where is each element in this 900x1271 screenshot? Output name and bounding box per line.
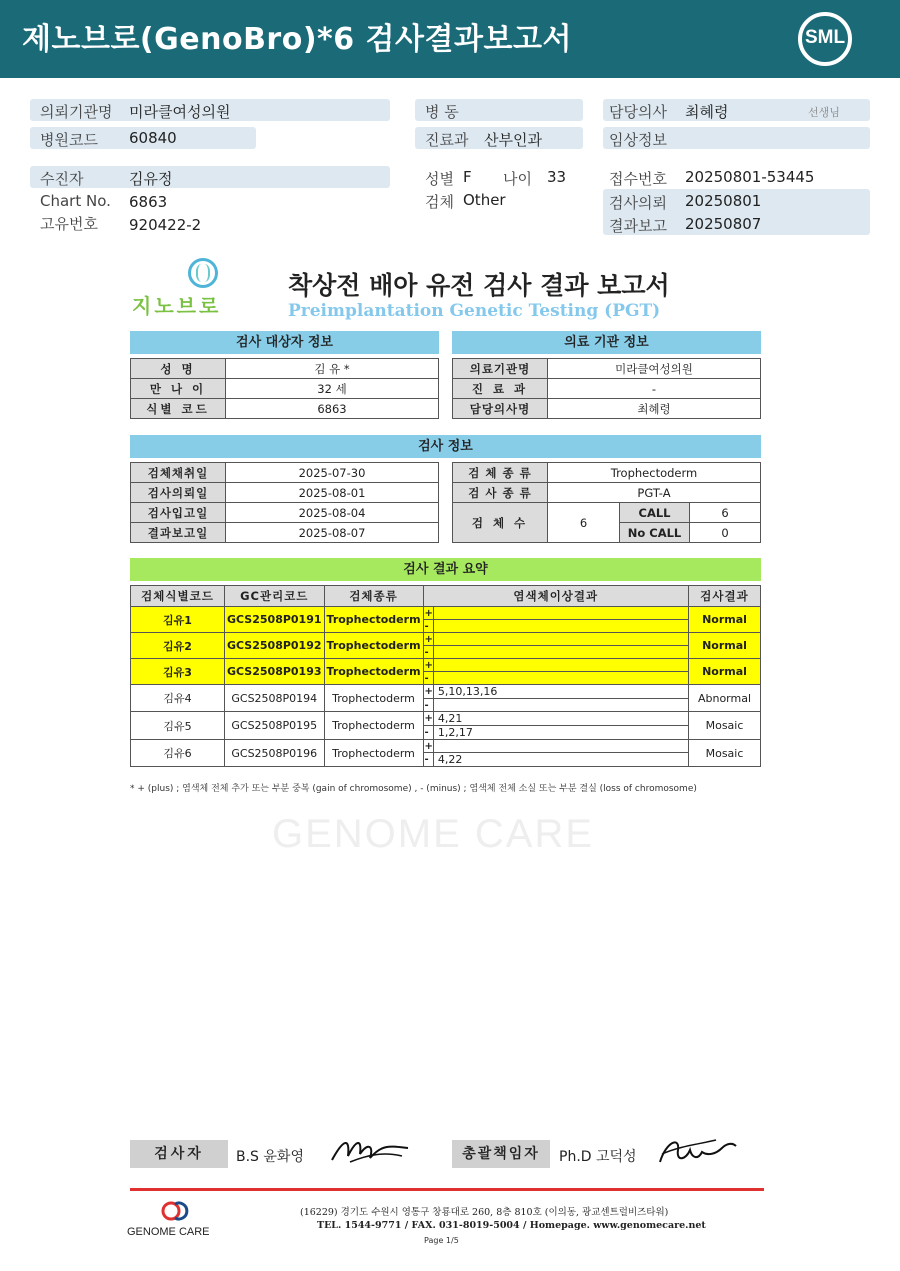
institution-key: 진 료 과 (453, 379, 548, 399)
genome-care-logo (127, 1200, 219, 1242)
result-cell: Abnormal (689, 685, 761, 712)
receipt-label: 접수번호 (609, 170, 667, 188)
name-pill (30, 166, 390, 188)
tester-name: B.S 윤화영 (236, 1149, 304, 1165)
result-cell: Normal (689, 607, 761, 633)
specimen-type-cell: Trophectoderm (324, 685, 423, 712)
loss-sign: - (423, 620, 433, 633)
table-row (131, 685, 761, 699)
report-label: 결과보고 (609, 217, 667, 235)
gain-sign: + (424, 659, 433, 671)
table-row (453, 503, 761, 523)
result-cell: Normal (689, 633, 761, 659)
director-label: 총괄책임자 (452, 1140, 550, 1168)
institution-value: 최혜령 (548, 399, 761, 419)
gc-code-cell: GCS2508P0193 (225, 659, 325, 685)
specimen-type-cell: Trophectoderm (324, 607, 423, 633)
specimen-type-value: Trophectoderm (548, 463, 761, 483)
gc-code-cell: GCS2508P0194 (225, 685, 325, 712)
table-row (453, 463, 761, 483)
specimen-id-cell: 김유5 (131, 712, 225, 740)
tester-label: 검사자 (130, 1140, 228, 1168)
genobro-logo-text: 지노브로 (132, 294, 222, 318)
sex-label: 성별 (425, 170, 454, 188)
test-date-value: 2025-08-01 (226, 483, 439, 503)
result-cell: Mosaic (689, 712, 761, 740)
id-value: 920422-2 (129, 216, 202, 234)
loss-chromosomes: 4,22 (433, 753, 688, 767)
test-date-key: 검사의뢰일 (131, 483, 226, 503)
test-date-key: 검사입고일 (131, 503, 226, 523)
subject-value: 32 세 (226, 379, 439, 399)
table-row (131, 379, 439, 399)
table-row (131, 659, 761, 672)
page-title: 제노브로(GenoBro)*6 검사결과보고서 (22, 22, 572, 57)
sml-logo (798, 12, 852, 66)
director-name: Ph.D 고덕성 (559, 1149, 637, 1165)
test-date-value: 2025-08-04 (226, 503, 439, 523)
col-gc-code: GC관리코드 (225, 586, 325, 607)
doctor-value: 최혜령 (685, 103, 729, 121)
report-subtitle: Preimplantation Genetic Testing (PGT) (288, 301, 661, 321)
specimen-value: Other (463, 191, 506, 209)
results-header: 검사 결과 요약 (130, 558, 761, 581)
results-table (130, 585, 761, 767)
subject-key: 만 나 이 (131, 379, 226, 399)
gain-sign: + (424, 633, 433, 645)
table-row (131, 740, 761, 753)
subject-key: 식별 코드 (131, 399, 226, 419)
result-cell: Mosaic (689, 740, 761, 767)
table-row (453, 399, 761, 419)
loss-chromosomes (433, 646, 688, 659)
gain-chromosomes: 4,21 (433, 712, 688, 726)
age-label: 나이 (503, 170, 532, 188)
specimen-type-cell: Trophectoderm (324, 633, 423, 659)
nocall-value: 0 (690, 523, 761, 543)
results-header-row (131, 586, 761, 607)
loss-chromosomes (433, 699, 688, 712)
gain-sign: + (424, 686, 433, 697)
subject-value: 6863 (226, 399, 439, 419)
subject-key: 성 명 (131, 359, 226, 379)
tester-signature-icon (330, 1132, 410, 1168)
specimen-id-cell: 김유4 (131, 685, 225, 712)
test-dates-table (130, 462, 439, 543)
table-row (131, 399, 439, 419)
gc-code-cell: GCS2508P0196 (225, 740, 325, 767)
col-specimen-id: 검체식별코드 (131, 586, 225, 607)
table-row (131, 503, 439, 523)
results-body (131, 607, 761, 767)
hospital-code-value: 60840 (129, 129, 177, 147)
institution-key: 담당의사명 (453, 399, 548, 419)
specimen-id-cell: 김유2 (131, 633, 225, 659)
gain-chromosomes (433, 607, 688, 620)
specimen-type-cell: Trophectoderm (324, 740, 423, 767)
director-signature-icon (656, 1132, 738, 1168)
table-row (131, 523, 439, 543)
test-info-header: 검사 정보 (130, 435, 761, 458)
col-result: 검사결과 (689, 586, 761, 607)
institution-key: 의료기관명 (453, 359, 548, 379)
test-date-value: 2025-08-07 (226, 523, 439, 543)
col-specimen-type: 검체종류 (324, 586, 423, 607)
test-type-value: PGT-A (548, 483, 761, 503)
chart-value: 6863 (129, 193, 168, 211)
hospital-code-label: 병원코드 (40, 131, 98, 149)
test-date-value: 2025-07-30 (226, 463, 439, 483)
report-title: 착상전 배아 유전 검사 결과 보고서 (288, 271, 670, 300)
loss-sign: - (423, 699, 433, 712)
specimen-id-cell: 김유6 (131, 740, 225, 767)
doctor-label: 담당의사 (609, 103, 667, 121)
footer-divider (130, 1188, 764, 1191)
gc-code-cell: GCS2508P0191 (225, 607, 325, 633)
age-value: 33 (547, 168, 567, 186)
specimen-label: 검체 (425, 193, 454, 211)
specimen-count-value: 6 (548, 503, 620, 543)
subject-info-table (130, 358, 439, 419)
request-label: 검사의뢰 (609, 194, 667, 212)
specimen-type-cell: Trophectoderm (324, 659, 423, 685)
specimen-id-cell: 김유1 (131, 607, 225, 633)
loss-chromosomes: 1,2,17 (433, 726, 688, 740)
table-row (131, 712, 761, 726)
name-label: 수진자 (40, 170, 84, 188)
gain-chromosomes (433, 659, 688, 672)
dept-value: 산부인과 (484, 131, 542, 149)
gain-chromosomes: 5,10,13,16 (433, 685, 688, 699)
test-type-key: 검 사 종 류 (453, 483, 548, 503)
institution-value: 미라클여성의원 (548, 359, 761, 379)
result-cell: Normal (689, 659, 761, 685)
col-chromosome-result: 염색체이상결과 (423, 586, 688, 607)
chart-label: Chart No. (40, 192, 111, 210)
request-value: 20250801 (685, 192, 762, 210)
table-row (131, 359, 439, 379)
specimen-count-key: 검 체 수 (453, 503, 548, 543)
genobro-logo (132, 258, 242, 318)
table-row (453, 483, 761, 503)
loss-sign: - (423, 753, 433, 767)
name-value: 김유정 (129, 170, 173, 188)
gain-sign: + (424, 607, 433, 619)
specimen-type-key: 검 체 종 류 (453, 463, 548, 483)
loss-sign: - (423, 646, 433, 659)
footer-contact: TEL. 1544-9771 / FAX. 031-8019-5004 / Homepage. www.genomecare.net (317, 1220, 706, 1231)
page-number: Page 1/5 (424, 1236, 459, 1245)
gain-chromosomes (433, 740, 688, 753)
table-row (131, 633, 761, 646)
institution-value: 미라클여성의원 (129, 103, 231, 121)
institution-value: - (548, 379, 761, 399)
table-row (453, 359, 761, 379)
table-row (453, 379, 761, 399)
clinical-label: 임상정보 (609, 131, 667, 149)
watermark: GENOME CARE (272, 812, 595, 856)
genome-care-logo-icon (161, 1200, 189, 1222)
receipt-value: 20250801-53445 (685, 168, 815, 186)
ward-label: 병 동 (425, 103, 459, 121)
institution-info-table (452, 358, 761, 419)
loss-chromosomes (433, 672, 688, 685)
gain-chromosomes (433, 633, 688, 646)
subject-info-header: 검사 대상자 정보 (130, 331, 439, 354)
loss-chromosomes (433, 620, 688, 633)
call-key: CALL (620, 503, 690, 523)
gain-sign: + (424, 713, 433, 724)
table-row (131, 463, 439, 483)
call-value: 6 (690, 503, 761, 523)
gain-sign: + (424, 740, 433, 752)
footer-address: (16229) 경기도 수원시 영통구 창룡대로 260, 8층 810호 (이의동, 광교센트럴비즈타워) (300, 1207, 669, 1218)
nocall-key: No CALL (620, 523, 690, 543)
table-row (131, 607, 761, 620)
loss-sign: - (423, 726, 433, 740)
loss-sign: - (423, 672, 433, 685)
header-bar (0, 0, 900, 78)
doctor-suffix: 선생님 (808, 106, 840, 119)
gc-code-cell: GCS2508P0195 (225, 712, 325, 740)
subject-value: 김 유 * (226, 359, 439, 379)
gc-code-cell: GCS2508P0192 (225, 633, 325, 659)
dna-helix-icon (196, 264, 210, 282)
institution-info-header: 의료 기관 정보 (452, 331, 761, 354)
test-date-key: 검체채취일 (131, 463, 226, 483)
test-date-key: 결과보고일 (131, 523, 226, 543)
specimen-type-cell: Trophectoderm (324, 712, 423, 740)
report-value: 20250807 (685, 215, 762, 233)
dept-label: 진료과 (425, 131, 469, 149)
id-label: 고유번호 (40, 215, 98, 233)
sex-value: F (463, 168, 472, 186)
sml-logo-text: SML (804, 27, 846, 48)
test-specimen-table (452, 462, 761, 543)
genome-care-logo-text: GENOME CARE (127, 1226, 210, 1238)
institution-label: 의뢰기관명 (40, 103, 113, 121)
table-row (131, 483, 439, 503)
results-footnote: * + (plus) ; 염색체 전체 추가 또는 부분 중복 (gain of chromosome) , - (minus) ; 염색체 전체 소실 또는 부분 결실 (loss of chromosome) (130, 784, 697, 794)
specimen-id-cell: 김유3 (131, 659, 225, 685)
